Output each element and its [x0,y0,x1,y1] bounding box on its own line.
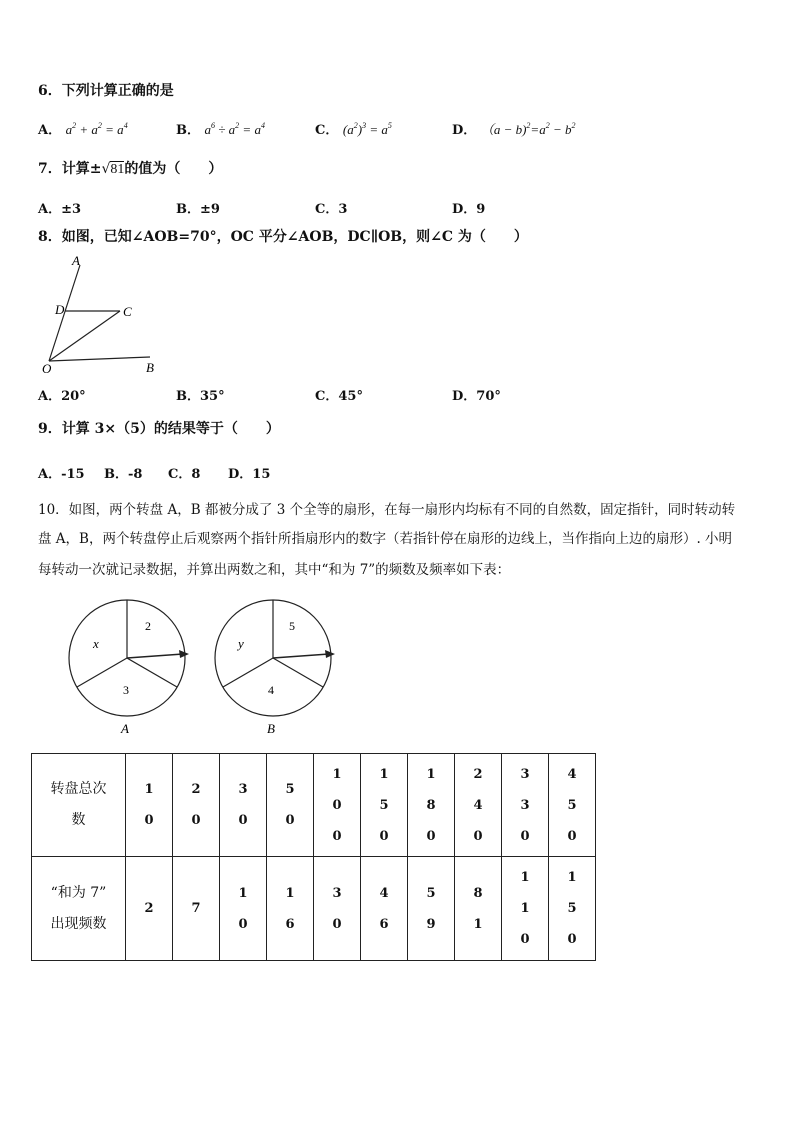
q9-stem: 9．计算 3×（5）的结果等于（ ） [38,421,280,437]
q6-option-a: A． $a^2 + a^2 = a^4$ [38,121,128,138]
table-cell: 2 4 0 [455,754,502,857]
label-c: C [123,304,132,319]
table-row-sum-seven [32,857,596,961]
q10-line-3: 每转动一次就记录数据，并算出两数之和，其中“和为 7”的频数及频率如下表： [38,562,511,578]
table-cell: 7 [173,857,220,961]
spinner-a-label: A [121,721,129,736]
spinner-b-sector-top: 5 [289,619,295,633]
table-cell: 1 0 [126,754,173,857]
q8-angle-figure [38,250,168,380]
table-cell: 8 1 [455,857,502,961]
spinner-b-label: B [267,721,275,736]
q8-option-c: C．45° [315,389,363,404]
q8-option-b: B．35° [176,389,225,404]
table-cell: 1 0 0 [314,754,361,857]
spinner-b [211,596,341,738]
table-cell: 1 8 0 [408,754,455,857]
q7-option-a: A．±3 [38,202,82,217]
label-o: O [42,361,52,376]
q6-option-d: D． $(a - b)^2=a^2 - b^2$ [452,121,576,138]
table-cell: 1 0 [220,857,267,961]
q10-line-2: 盘 A，B，两个转盘停止后观察两个指针所指扇形内的数字（若指针停在扇形的边线上，当作指向上边的扇形）. 小明 [38,531,733,547]
q9-option-c: C．8 [168,467,201,482]
q6-stem: 6．下列计算正确的是 [38,83,174,99]
table-cell: 2 0 [173,754,220,857]
table-cell: 1 5 0 [361,754,408,857]
table-cell: 1 5 0 [549,857,596,961]
q6-option-b: B． $a^6 \div a^2 = a^4$ [176,121,265,138]
table-cell: 4 6 [361,857,408,961]
spinner-a-sector-left: x [93,636,99,651]
frequency-table [31,753,596,961]
q7-option-b: B．±9 [176,202,220,217]
table-cell: 4 5 0 [549,754,596,857]
spinner-a-sector-top: 2 [145,619,151,633]
q9-option-a: A．-15 [38,467,85,482]
spinner-a [65,596,195,738]
q10-line-1: 10．如图，两个转盘 A，B 都被分成了 3 个全等的扇形，在每一扇形内均标有不同的自然数，固定指针，同时转动转 [38,502,736,518]
q6-option-c: C． $(a^2)^3 = a^5$ [315,121,392,138]
q9-option-d: D．15 [228,467,271,482]
spinner-a-pointer [127,654,183,658]
q8-option-d: D．70° [452,389,501,404]
q7-option-c: C．3 [315,202,348,217]
row-header-sum-seven: “和为 7” 出现频数 [32,857,126,961]
q7-stem: 7．计算±√81的值为（ ） [38,161,223,177]
row-header-total-spins: 转盘总次 数 [32,754,126,857]
table-cell: 5 9 [408,857,455,961]
q8-stem: 8．如图，已知∠AOB=70°，OC 平分∠AOB，DC∥OB，则∠C 为（ ） [38,229,528,245]
table-cell: 3 0 [220,754,267,857]
sqrt-symbol: √ [101,161,111,177]
spinner-b-sector-bottom: 4 [268,683,274,697]
table-cell: 2 [126,857,173,961]
q8-option-a: A．20° [38,389,86,404]
table-cell: 3 0 [314,857,361,961]
spinner-a-sector-bottom: 3 [123,683,129,697]
q7-option-d: D．9 [452,202,486,217]
label-a: A [72,253,80,268]
spinner-b-sector-left: y [238,636,244,651]
label-b: B [146,360,154,375]
label-d: D [55,302,65,317]
table-cell: 3 3 0 [502,754,549,857]
table-cell: 1 6 [267,857,314,961]
q9-option-b: B．-8 [104,467,143,482]
spinner-b-pointer [273,654,329,658]
table-cell: 1 1 0 [502,857,549,961]
table-cell: 5 0 [267,754,314,857]
q7-radicand: 81 [110,162,125,177]
table-row-total-spins [32,754,596,857]
